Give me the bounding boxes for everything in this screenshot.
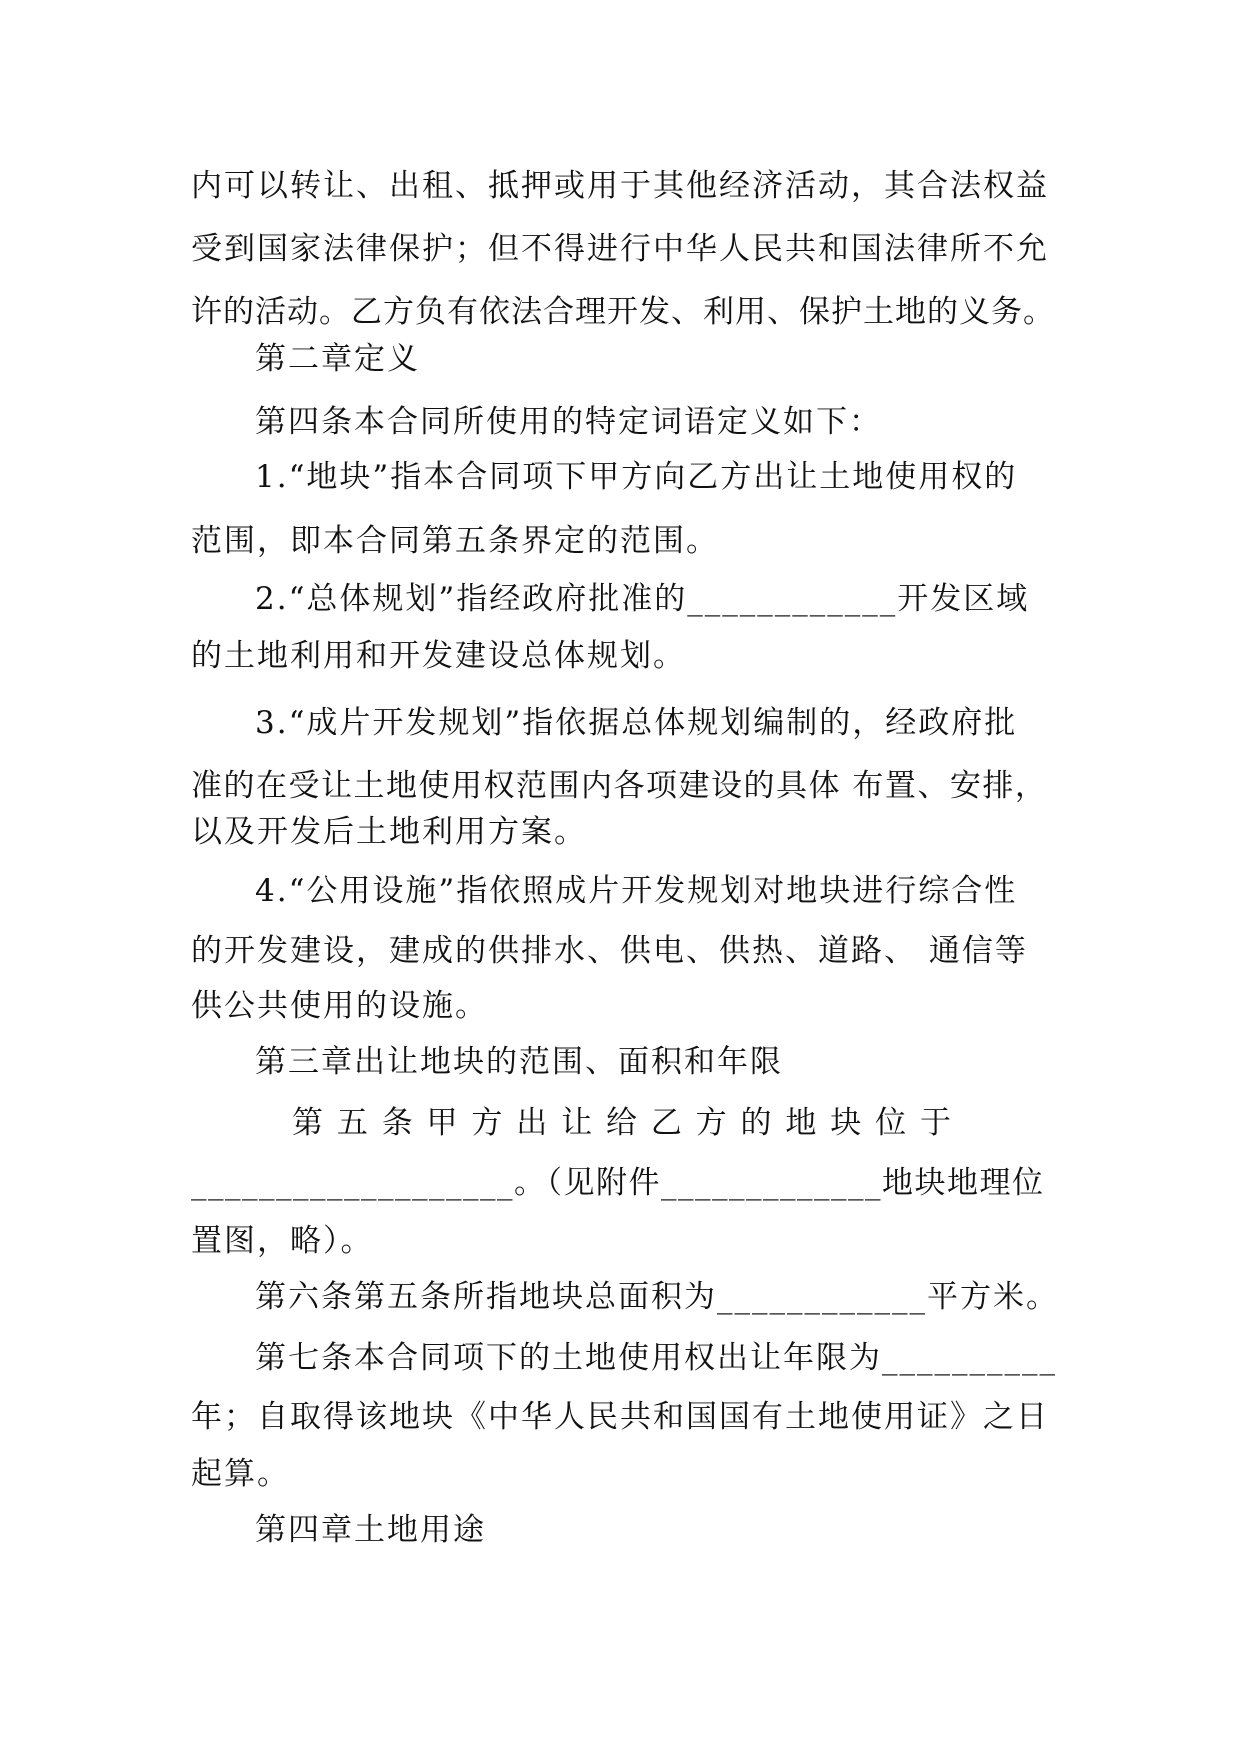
paragraph-line: 的土地利用和开发建设总体规划。	[191, 638, 686, 674]
paragraph-line: 内可以转让、出租、抵押或用于其他经济活动，其合法权益	[191, 168, 1049, 204]
paragraph-line: 受到国家法律保护；但不得进行中华人民共和国法律所不允	[191, 231, 1049, 267]
article-line: 第四条本合同所使用的特定词语定义如下：	[255, 404, 882, 440]
definition-line: 2.“总体规划”指经政府批准的____________开发区域	[255, 581, 1030, 617]
article-line: 第六条第五条所指地块总面积为____________平方米。	[255, 1279, 1059, 1315]
paragraph-line: 年；自取得该地块《中华人民共和国国有土地使用证》之日	[191, 1399, 1049, 1435]
article-line: 第 五 条 甲 方 出 让 给 乙 方 的 地 块 位 于	[292, 1105, 953, 1141]
paragraph-line: 起算。	[191, 1456, 290, 1492]
definition-line: 1.“地块”指本合同项下甲方向乙方出让土地使用权的	[255, 459, 1018, 495]
chapter-heading: 第二章定义	[255, 341, 420, 377]
definition-line: 3.“成片开发规划”指依据总体规划编制的，经政府批	[255, 705, 1018, 741]
chapter-heading: 第四章土地用途	[255, 1512, 486, 1548]
paragraph-line: 供公共使用的设施。	[191, 988, 488, 1024]
paragraph-line: 置图，略）。	[191, 1223, 374, 1259]
paragraph-line: 以及开发后土地利用方案。	[191, 814, 587, 850]
paragraph-line: 许的活动。乙方负有依法合理开发、利用、保护土地的义务。	[191, 294, 1055, 330]
paragraph-line: ___________________。（见附件_____________地块地理位	[191, 1165, 1045, 1201]
paragraph-line: 准的在受让土地使用权范围内各项建设的具体 布置、安排，	[191, 768, 1048, 804]
definition-line: 4.“公用设施”指依照成片开发规划对地块进行综合性	[255, 873, 1018, 909]
article-line: 第七条本合同项下的土地使用权出让年限为__________	[255, 1340, 1057, 1376]
chapter-heading: 第三章出让地块的范围、面积和年限	[255, 1044, 783, 1080]
paragraph-line: 范围，即本合同第五条界定的范围。	[191, 523, 719, 559]
paragraph-line: 的开发建设，建成的供排水、供电、供热、道路、 通信等	[191, 933, 1028, 969]
